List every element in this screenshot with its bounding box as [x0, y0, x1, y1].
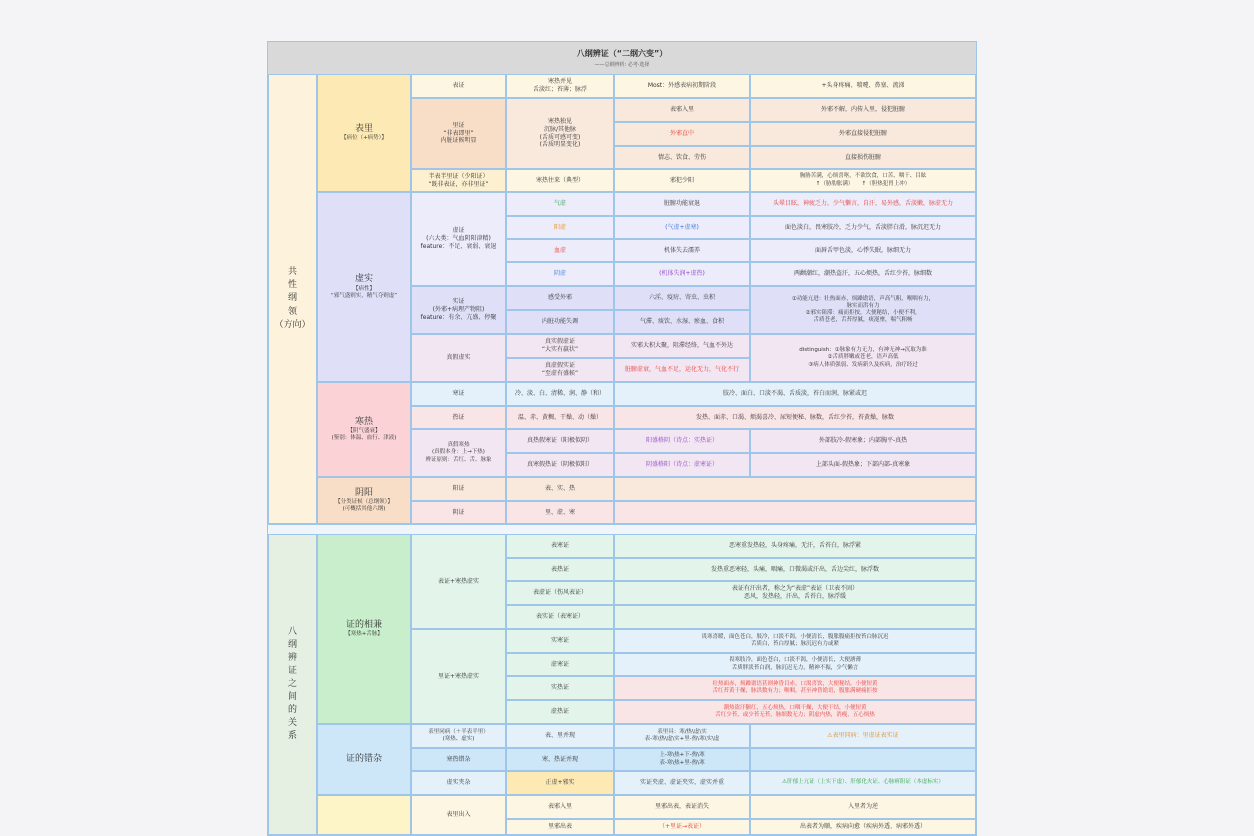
biaoli-r4-c4: 胸胁苦满，心烦喜呕，不欲饮食，口苦、咽干、目眩 ↑（胁肋胀满） ↑（胆热犯胃上冲）: [750, 169, 976, 192]
biaoli-r2-c4: 外邪直接侵犯脏腑: [750, 122, 976, 146]
biaoli-li-c2: 寒热独见 沉脉/其他脉 (舌质可感可变) (舌质明显变化): [506, 98, 614, 169]
xushi-zj-c4: distinguish：①脉象有力无力，有神无神→沉取为准 ②舌质胖嫩或苍老，语声高低 ③病人体质强弱、发病新久及疾病，治疗经过: [750, 334, 976, 382]
zhuanhua-r0-c4: 入里者为逆: [750, 795, 976, 819]
zhuanhua-c1: 表里出入: [411, 795, 506, 835]
page-title: 八纲辨证（“二纲六变”）: [576, 49, 668, 58]
xushi-zj-r1-c3: 脏腑虚衰，气血不足，运化无力，气化不行: [614, 358, 750, 382]
group-xushi-desc: 【病性】 “邪气盛则实，精气夺则虚”: [330, 285, 398, 299]
biaoli-r0-c2: 寒热并见 舌淡红；苔薄；脉浮: [506, 74, 614, 98]
cuoza-r0-c3: 表里具：寒/热\虚\实 表-寒\热\虚\实+里-热\寒\实\虚: [614, 724, 750, 748]
biaoli-r1-c4: 外邪不解，内传入里，侵犯脏腑: [750, 98, 976, 122]
xushi-xu-r1-c2: 阳虚: [506, 216, 614, 239]
xushi-xu-r0-c4: 头晕目眩，神疲乏力，少气懒言，自汗，易外感，舌淡嫩，脉虚无力: [750, 192, 976, 216]
xiangjian-biao-c1: 表证+寒热虚实: [411, 534, 506, 629]
cuoza-r1-empty: [750, 748, 976, 771]
group-hanre: [317, 382, 411, 477]
zhuanhua-r0-c2: 表邪入里: [506, 795, 614, 819]
biaoli-r0-c3: Most：外感表病初期阶段: [614, 74, 750, 98]
hanre-r0-c3: 肢冷、面白、口淡不渴、舌质淡，苔白而润，脉紧或迟: [614, 382, 976, 406]
group-xiangjian-name: 证的相兼: [345, 619, 382, 630]
group-hanre-name: 寒热: [354, 416, 373, 427]
hanre-r1-c2: 温、赤、黄稠、干燥、动（燥）: [506, 406, 614, 429]
xushi-xu-r2-c3: 机体失去濡养: [614, 239, 750, 262]
xushi-shi-c1: 实证 (外邪+病理产物阻) feature：有余、亢盛、停聚: [411, 286, 506, 334]
group-biaoli-name: 表里: [354, 123, 373, 134]
xiangjian-biao-r2-c2: 表虚证（伤风表证）: [506, 581, 614, 605]
xushi-shi-c4: ①功能亢进：壮热面赤，烦躁谵语，声高气粗，喉咽有力， 脉实而洪有力 ②邪实阻滞：痛而拒按，大便秘结，小便不利， 舌质苍老，舌苔厚腻，痰涎壅，喘气粗畅: [750, 286, 976, 334]
cuoza-r2-c4: ⚠肝郁上亢证（上实下虚）、肝郁化火证、心脉痹阻证（本虚标实）: [750, 771, 976, 795]
section-common-label: 共 性 纲 领 （方向）: [268, 74, 317, 524]
page-subtitle: ——总纲辨析: 必考·选择: [594, 62, 650, 68]
hanre-zj-r0-c4: 外部肢冷-假寒象；内部胸平-真热: [750, 429, 976, 453]
xushi-zj-r0-c2: 真实假虚证 “大实有羸状”: [506, 334, 614, 358]
xushi-xu-r1-c3: (气虚+虚寒): [614, 216, 750, 239]
xushi-xu-r3-c2: 阴虚: [506, 262, 614, 286]
group-yinyang-name: 阴阳: [354, 487, 373, 498]
biaoli-r0-c4: +头身疼痛、喷嚏、鼻塞、流涕: [750, 74, 976, 98]
yinyang-r0-c2: 表、实、热: [506, 477, 614, 501]
xiangjian-li-r1-c2: 虚寒证: [506, 653, 614, 676]
group-xushi-name: 虚实: [354, 274, 373, 285]
cuoza-r2-c2: 正虚+邪实: [506, 771, 614, 795]
hanre-zj-r0-c2: 真热假寒证（阳极似阴）: [506, 429, 614, 453]
group-xiangjian: [317, 534, 411, 724]
biaoli-li-c1: 里证 “非表即里” 内脏证候明显: [411, 98, 506, 169]
yinyang-r1-c2: 里、虚、寒: [506, 501, 614, 524]
biaoli-r4-c1: 半表半里证（少阳证） “既非表证，亦非里证”: [411, 169, 506, 192]
biaoli-r0-c1: 表证: [411, 74, 506, 98]
cuoza-r1-c3: 上-寒\热+下-热\寒 表-寒\热+里-热\寒: [614, 748, 750, 771]
cuoza-r2-c3: 实证夹虚、虚证夹实、虚实并重: [614, 771, 750, 795]
group-xushi: [317, 192, 411, 382]
xiangjian-biao-r3-c3: [614, 605, 976, 629]
xushi-zj-r0-c3: 实邪大积大聚，阻滞经络，气血不外达: [614, 334, 750, 358]
group-xiangjian-desc: 【寒热+舌脉】: [345, 631, 383, 638]
xiangjian-li-c1: 里证+寒热虚实: [411, 629, 506, 724]
cuoza-r0-c1: 表里同病（＋半表半里） (寒热、虚实): [411, 724, 506, 748]
biaoli-r3-c4: 直接损伤脏腑: [750, 146, 976, 169]
xiangjian-li-r2-c3: 壮热面赤，烦躁谵语甚则神昏目赤，口渴喜饮，大便秘结，小便短黄 舌红苔黄干燥，脉洪数有力；喉咽，甚至神昏谵语，腹胀满硬痛拒按: [614, 676, 976, 700]
cuoza-r0-c4: ⚠表里同病：里虚证表实证: [750, 724, 976, 748]
hanre-zj-r0-c3: 阳盛格阴（诗点：实热证）: [614, 429, 750, 453]
xushi-shi-r0-c2: 感受外邪: [506, 286, 614, 310]
zhuanhua-r1-c3: （+里证→表证）: [614, 819, 750, 835]
xiangjian-biao-r0-c3: 恶寒重发热轻，头身疼痛，无汗，舌苔白，脉浮紧: [614, 534, 976, 558]
xushi-xu-r3-c4: 两颧潮红，潮热盗汗，五心烦热，舌红少苔，脉细数: [750, 262, 976, 286]
biaoli-r1-c3: 表邪入里: [614, 98, 750, 122]
xushi-xu-r1-c4: 面色淡白，畏寒肢冷，乏力少气，舌淡胖白滑，脉沉迟无力: [750, 216, 976, 239]
biaoli-r2-c3: 外邪直中: [614, 122, 750, 146]
xiangjian-biao-r3-c2: 表实证（表寒证）: [506, 605, 614, 629]
yinyang-r0-c1: 阳证: [411, 477, 506, 501]
group-yinyang: [317, 477, 411, 524]
cuoza-r0-c2: 表、里并现: [506, 724, 614, 748]
xushi-xu-r0-c3: 脏腑功能衰退: [614, 192, 750, 216]
xiangjian-li-r0-c3: 畏寒喜暖，面色苍白，肢冷，口淡不渴，小便清长，腹胀腹痛拒按苔白脉沉迟 舌质白，苔白厚腻；脉沉迟有力或紧: [614, 629, 976, 653]
zhuanhua-r0-c3: 里邪出表，表证消失: [614, 795, 750, 819]
xiangjian-biao-r0-c2: 表寒证: [506, 534, 614, 558]
hanre-r1-c3: 发热、面赤、口渴、烦渴喜冷、尿短便秘、脉数，舌红少苔，苔黄燥，脉数: [614, 406, 976, 429]
xushi-shi-r0-c3: 六淫、疫疠、寄虫、虫积: [614, 286, 750, 310]
xiangjian-biao-r1-c3: 发热重恶寒轻，头痛，咽痛，口微渴或汗出，舌边尖红，脉浮数: [614, 558, 976, 581]
xiangjian-biao-r2-c3: 表证有汗出者，称之为“表虚”表证（卫表不固） 恶风，发热轻，汗出，舌苔白，脉浮缓: [614, 581, 976, 605]
biaoli-r4-c3: 邪犯少阳: [614, 169, 750, 192]
zhuanhua-r1-c2: 里邪出表: [506, 819, 614, 835]
xushi-xu-r2-c4: 面唇舌甲色淡，心悸失眠，脉细无力: [750, 239, 976, 262]
chart-sheet: [267, 41, 977, 836]
title-bar: [268, 42, 976, 75]
section-relations-label: 八 纲 辨 证 之 间 的 关 系: [268, 534, 317, 835]
group-biaoli: [317, 74, 411, 192]
cuoza-r1-c1: 寒热错杂: [411, 748, 506, 771]
group-hanre-desc: 【阴气盛衰】 (鉴别：体温、血行、津液): [331, 428, 397, 442]
hanre-r0-c1: 寒证: [411, 382, 506, 406]
hanre-zj-c1: 真假寒热 (真假本身：上→下热) 辨证原则：舌红、舌、脉象: [411, 429, 506, 477]
hanre-zj-r1-c3: 阴盛格阳（诗点：虚寒证）: [614, 453, 750, 477]
cuoza-r2-c1: 虚实夹杂: [411, 771, 506, 795]
xiangjian-li-r3-c3: 潮热盗汗颧红，五心烦热，口咽干燥，大便干结，小便短黄 舌红少苔，或少苔无苔，脉细数无力；阴虚内热，消瘦，五心烦热: [614, 700, 976, 724]
xiangjian-li-r3-c2: 虚热证: [506, 700, 614, 724]
xushi-xu-r0-c2: 气虚: [506, 192, 614, 216]
group-zhuanhua: [317, 795, 411, 835]
group-biaoli-desc: 【病位（+病势）】: [341, 135, 387, 142]
xushi-xu-c1: 虚证 (六大类：气血阴阳津精) feature：不足、衰弱、衰退: [411, 192, 506, 286]
biaoli-r4-c2: 寒热往来（典型）: [506, 169, 614, 192]
hanre-zj-r1-c4: 上部头面-假热象；下部内部-真寒象: [750, 453, 976, 477]
yinyang-r1-empty: [614, 501, 976, 524]
xiangjian-li-r1-c3: 畏寒肢冷，面色苍白，口淡不渴，小便清长，大便溏薄 舌质胖淡苔白润，脉沉迟无力，精神不振，少气懒言: [614, 653, 976, 676]
group-yinyang-desc: 【分类证候（总纲领）】 (可概括其他六纲): [335, 499, 393, 513]
xiangjian-li-r2-c2: 实热证: [506, 676, 614, 700]
zhuanhua-r1-c4: 出表者为顺，疾病向愈（疾病外透、病邪外透）: [750, 819, 976, 835]
xiangjian-biao-r1-c2: 表热证: [506, 558, 614, 581]
hanre-zj-r1-c2: 真寒假热证（阴极似阳）: [506, 453, 614, 477]
group-cuoza-name: 证的错杂: [317, 724, 411, 795]
xushi-xu-r2-c2: 血虚: [506, 239, 614, 262]
yinyang-r0-empty: [614, 477, 976, 501]
yinyang-r1-c1: 阴证: [411, 501, 506, 524]
xushi-zj-c1: 真假虚实: [411, 334, 506, 382]
xushi-shi-r1-c2: 内脏功能失调: [506, 310, 614, 334]
xiangjian-li-r0-c2: 实寒证: [506, 629, 614, 653]
hanre-r1-c1: 热证: [411, 406, 506, 429]
biaoli-r3-c3: 情志、饮食、劳伤: [614, 146, 750, 169]
cuoza-r1-c2: 寒、热证并现: [506, 748, 614, 771]
xushi-zj-r1-c2: 真虚假实证 “至虚有盛候”: [506, 358, 614, 382]
xushi-shi-r1-c3: 气滞、痰饮、水湿、瘀血、食积: [614, 310, 750, 334]
hanre-r0-c2: 冷、淡、白、清稀、润、静（和）: [506, 382, 614, 406]
xushi-xu-r3-c3: (机体失润+虚热): [614, 262, 750, 286]
